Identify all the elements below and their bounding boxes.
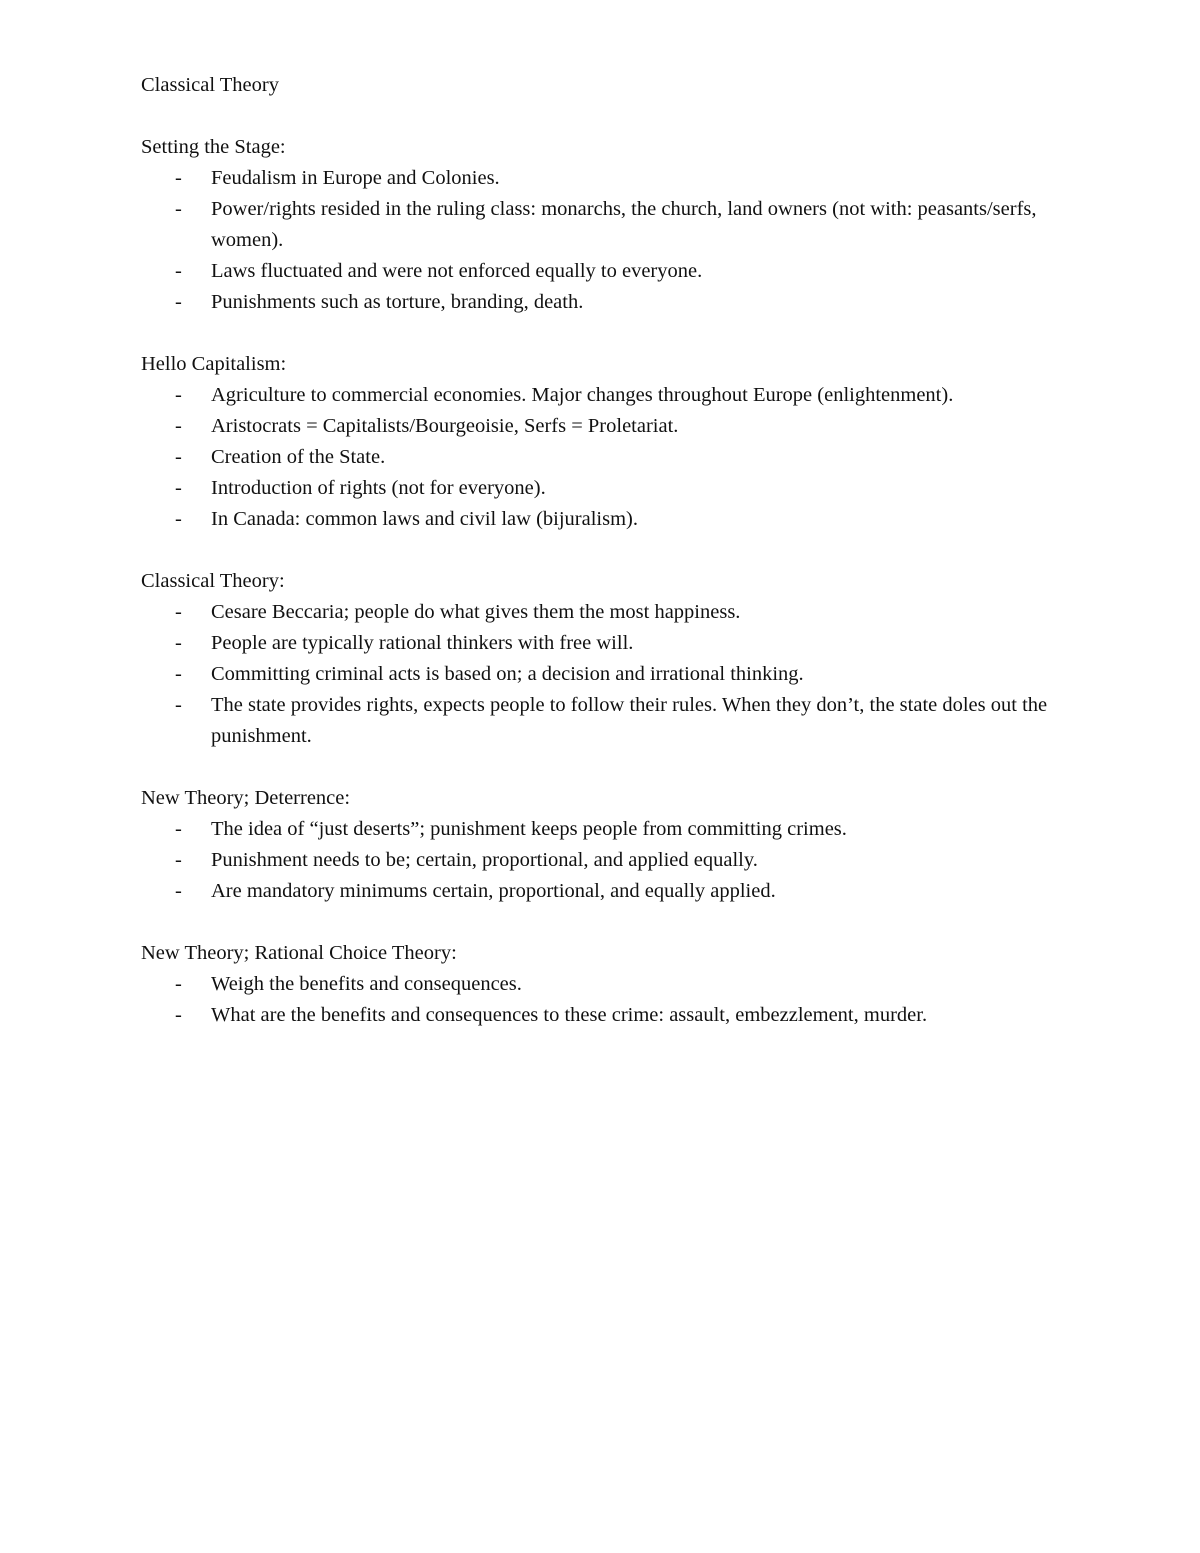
list-item-text: The idea of “just deserts”; punishment keeps people from committing crimes. bbox=[211, 818, 847, 840]
dash-bullet: - bbox=[175, 973, 182, 995]
section-hello-capitalism bbox=[141, 349, 1061, 535]
document-page bbox=[141, 70, 1061, 1062]
list-item-text: People are typically rational thinkers with free will. bbox=[211, 632, 634, 654]
list-item-text: Laws fluctuated and were not enforced equally to everyone. bbox=[211, 260, 703, 282]
list-item bbox=[141, 876, 1061, 907]
dash-bullet: - bbox=[175, 384, 182, 406]
section-heading: Setting the Stage: bbox=[141, 136, 286, 158]
list-item bbox=[141, 814, 1061, 845]
section-heading: Hello Capitalism: bbox=[141, 353, 287, 375]
dash-bullet: - bbox=[175, 694, 182, 716]
list-item-text: Cesare Beccaria; people do what gives them the most happiness. bbox=[211, 601, 741, 623]
bullet-list bbox=[141, 380, 1061, 535]
list-item-text: In Canada: common laws and civil law (bijuralism). bbox=[211, 508, 638, 530]
section-deterrence bbox=[141, 783, 1061, 907]
list-item-text: Are mandatory minimums certain, proportional, and equally applied. bbox=[211, 880, 776, 902]
bullet-list bbox=[141, 969, 1061, 1031]
dash-bullet: - bbox=[175, 508, 182, 530]
bullet-list bbox=[141, 597, 1061, 752]
dash-bullet: - bbox=[175, 601, 182, 623]
dash-bullet: - bbox=[175, 632, 182, 654]
list-item-text: Feudalism in Europe and Colonies. bbox=[211, 167, 500, 189]
section-heading: New Theory; Rational Choice Theory: bbox=[141, 942, 457, 964]
dash-bullet: - bbox=[175, 818, 182, 840]
section-heading: Classical Theory: bbox=[141, 570, 285, 592]
list-item bbox=[141, 1000, 1061, 1031]
list-item-text: Introduction of rights (not for everyone). bbox=[211, 477, 546, 499]
section-setting-the-stage bbox=[141, 132, 1061, 318]
list-item bbox=[141, 194, 1061, 256]
dash-bullet: - bbox=[175, 291, 182, 313]
list-item bbox=[141, 659, 1061, 690]
dash-bullet: - bbox=[175, 880, 182, 902]
dash-bullet: - bbox=[175, 260, 182, 282]
list-item bbox=[141, 442, 1061, 473]
list-item bbox=[141, 969, 1061, 1000]
list-item-text: Creation of the State. bbox=[211, 446, 386, 468]
dash-bullet: - bbox=[175, 663, 182, 685]
list-item-text: What are the benefits and consequences to these crime: assault, embezzlement, murder. bbox=[211, 1004, 928, 1026]
section-heading: New Theory; Deterrence: bbox=[141, 787, 351, 809]
list-item-text: Agriculture to commercial economies. Major changes throughout Europe (enlightenment). bbox=[211, 384, 954, 406]
bullet-list bbox=[141, 163, 1061, 318]
section-rational-choice-theory bbox=[141, 938, 1061, 1031]
dash-bullet: - bbox=[175, 167, 182, 189]
list-item-text: Punishments such as torture, branding, death. bbox=[211, 291, 584, 313]
list-item bbox=[141, 597, 1061, 628]
list-item-text: Weigh the benefits and consequences. bbox=[211, 973, 522, 995]
list-item bbox=[141, 256, 1061, 287]
list-item-text: Committing criminal acts is based on; a decision and irrational thinking. bbox=[211, 663, 804, 685]
list-item-text: Aristocrats = Capitalists/Bourgeoisie, Serfs = Proletariat. bbox=[211, 415, 679, 437]
list-item bbox=[141, 411, 1061, 442]
dash-bullet: - bbox=[175, 198, 182, 220]
list-item bbox=[141, 628, 1061, 659]
list-item-text: The state provides rights, expects people to follow their rules. When they don’t, the state doles out the punishment. bbox=[211, 694, 1048, 747]
list-item bbox=[141, 504, 1061, 535]
list-item bbox=[141, 845, 1061, 876]
document-title: Classical Theory bbox=[141, 74, 279, 96]
list-item bbox=[141, 473, 1061, 504]
dash-bullet: - bbox=[175, 1004, 182, 1026]
dash-bullet: - bbox=[175, 415, 182, 437]
list-item bbox=[141, 690, 1061, 752]
list-item-text: Power/rights resided in the ruling class: monarchs, the church, land owners (not with: peasants/serfs, women). bbox=[211, 198, 1037, 251]
dash-bullet: - bbox=[175, 477, 182, 499]
section-classical-theory bbox=[141, 566, 1061, 752]
list-item bbox=[141, 287, 1061, 318]
list-item bbox=[141, 380, 1061, 411]
dash-bullet: - bbox=[175, 446, 182, 468]
list-item bbox=[141, 163, 1061, 194]
list-item-text: Punishment needs to be; certain, proportional, and applied equally. bbox=[211, 849, 758, 871]
dash-bullet: - bbox=[175, 849, 182, 871]
bullet-list bbox=[141, 814, 1061, 907]
